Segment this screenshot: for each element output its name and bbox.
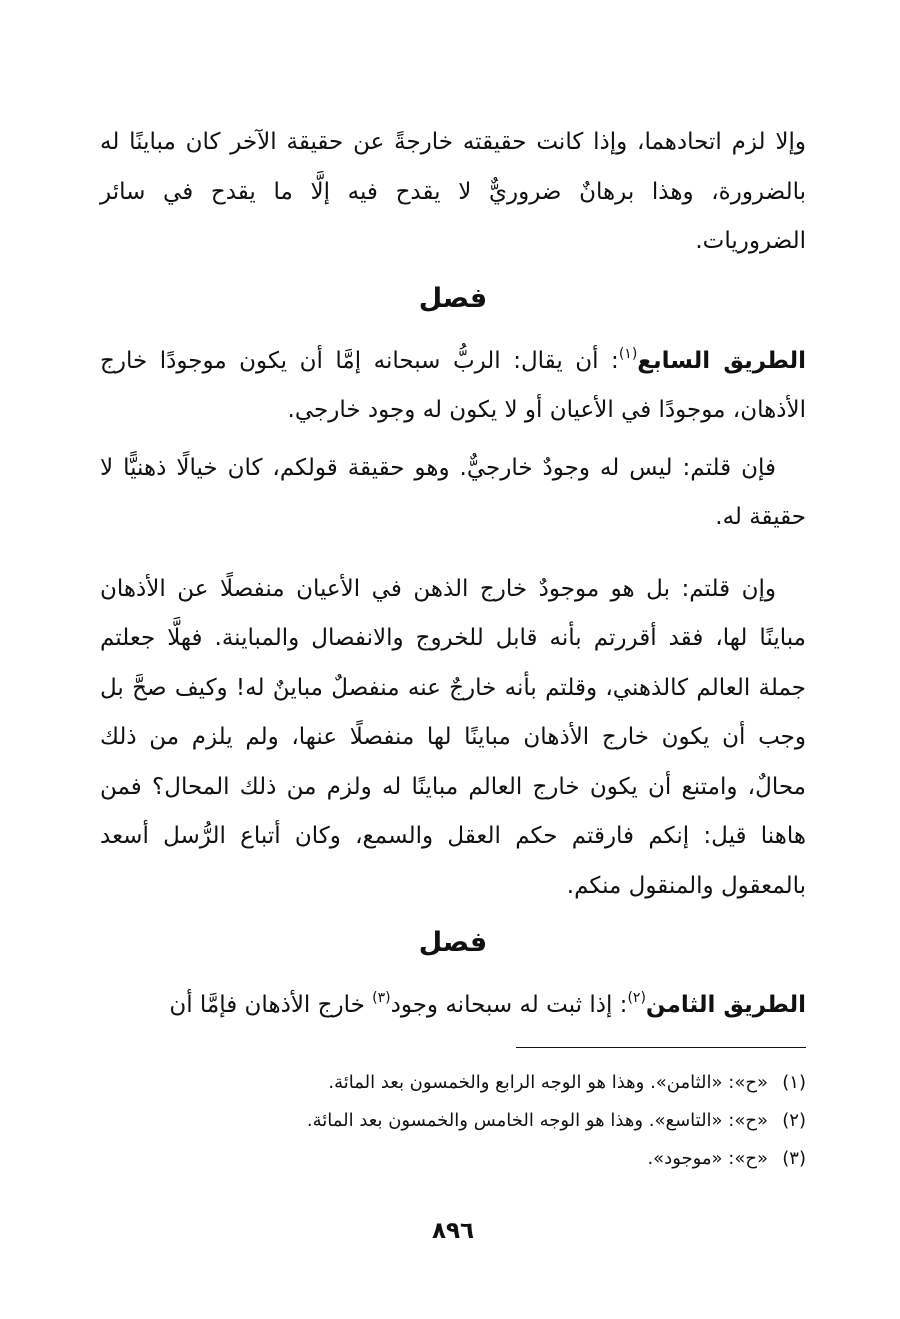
footnote-number: (١) <box>782 1071 806 1093</box>
footnote-text: «ح»: «موجود». <box>647 1147 768 1169</box>
paragraph-1: وإلا لزم اتحادهما، وإذا كانت حقيقته خارجةً عن حقيقة الآخر كان مباينًا له بالضرورة، وهذا برهانٌ ضروريٌّ لا يقدح فيه إلَّا ما يقدح في سائر الضروريات. <box>100 129 806 254</box>
paragraph-3: فإن قلتم: ليس له وجودٌ خارجيٌّ. وهو حقيقة قولكم، كان خيالًا ذهنيًّا لا حقيقة له. <box>100 454 806 530</box>
footnote-3 <box>100 1140 806 1178</box>
footnote-text: «ح»: «الثامن». وهذا هو الوجه الرابع والخمسون بعد المائة. <box>328 1071 768 1093</box>
method-label-seventh: الطريق السابع <box>637 347 807 374</box>
footnote-ref-2: (٢) <box>627 990 646 1007</box>
paragraph-5-text-a: : إذا ثبت له سبحانه وجود <box>390 992 628 1018</box>
paragraph-2 <box>100 337 806 436</box>
paragraph-2-text: : أن يقال: الربُّ سبحانه إمَّا أن يكون موجودًا خارج الأذهان، موجودًا في الأعيان أو لا يكون له وجود خارجي. <box>100 347 806 423</box>
paragraph-5-text-b: خارج الأذهان فإمَّا أن <box>169 992 373 1018</box>
footnotes <box>100 1064 806 1178</box>
footnote-number: (٣) <box>782 1147 806 1169</box>
page-number: ٨٩٦ <box>431 1217 475 1244</box>
footnote-text: «ح»: «التاسع». وهذا هو الوجه الخامس والخمسون بعد المائة. <box>306 1109 768 1131</box>
section-heading-1: فصل <box>418 282 488 314</box>
method-label-eighth: الطريق الثامن <box>645 992 806 1018</box>
book-page <box>100 118 806 1244</box>
footnote-2 <box>100 1102 806 1140</box>
paragraph-5 <box>100 981 806 1031</box>
footnote-divider <box>516 1047 806 1048</box>
section-heading-2: فصل <box>418 927 488 958</box>
footnote-number: (٢) <box>782 1109 806 1131</box>
footnote-ref-1: (١) <box>618 345 638 362</box>
footnote-ref-3: (٣) <box>372 990 391 1007</box>
footnote-1 <box>100 1064 806 1102</box>
paragraph-4: وإن قلتم: بل هو موجودٌ خارج الذهن في الأعيان منفصلًا عن الأذهان مباينًا لها، فقد أقررتم بأنه قابل للخروج والانفصال والمباينة. فهلَّا جعلتم جملة العالم كالذهني، وقلتم بأنه خارجٌ عنه منفصلٌ مباينٌ له! وكيف صحَّ بل وجب أن يكون خارج الأذهان مباينًا لها منفصلًا عنها، ولم يلزم من ذلك محالٌ، وامتنع أن يكون خارج العالم مباينًا له ولزم من ذلك المحال؟ فمن هاهنا قيل: إنكم فارقتم حكم العقل والسمع، وكان أتباع الرُّسل أسعد بالمعقول والمنقول منكم. <box>100 575 806 899</box>
